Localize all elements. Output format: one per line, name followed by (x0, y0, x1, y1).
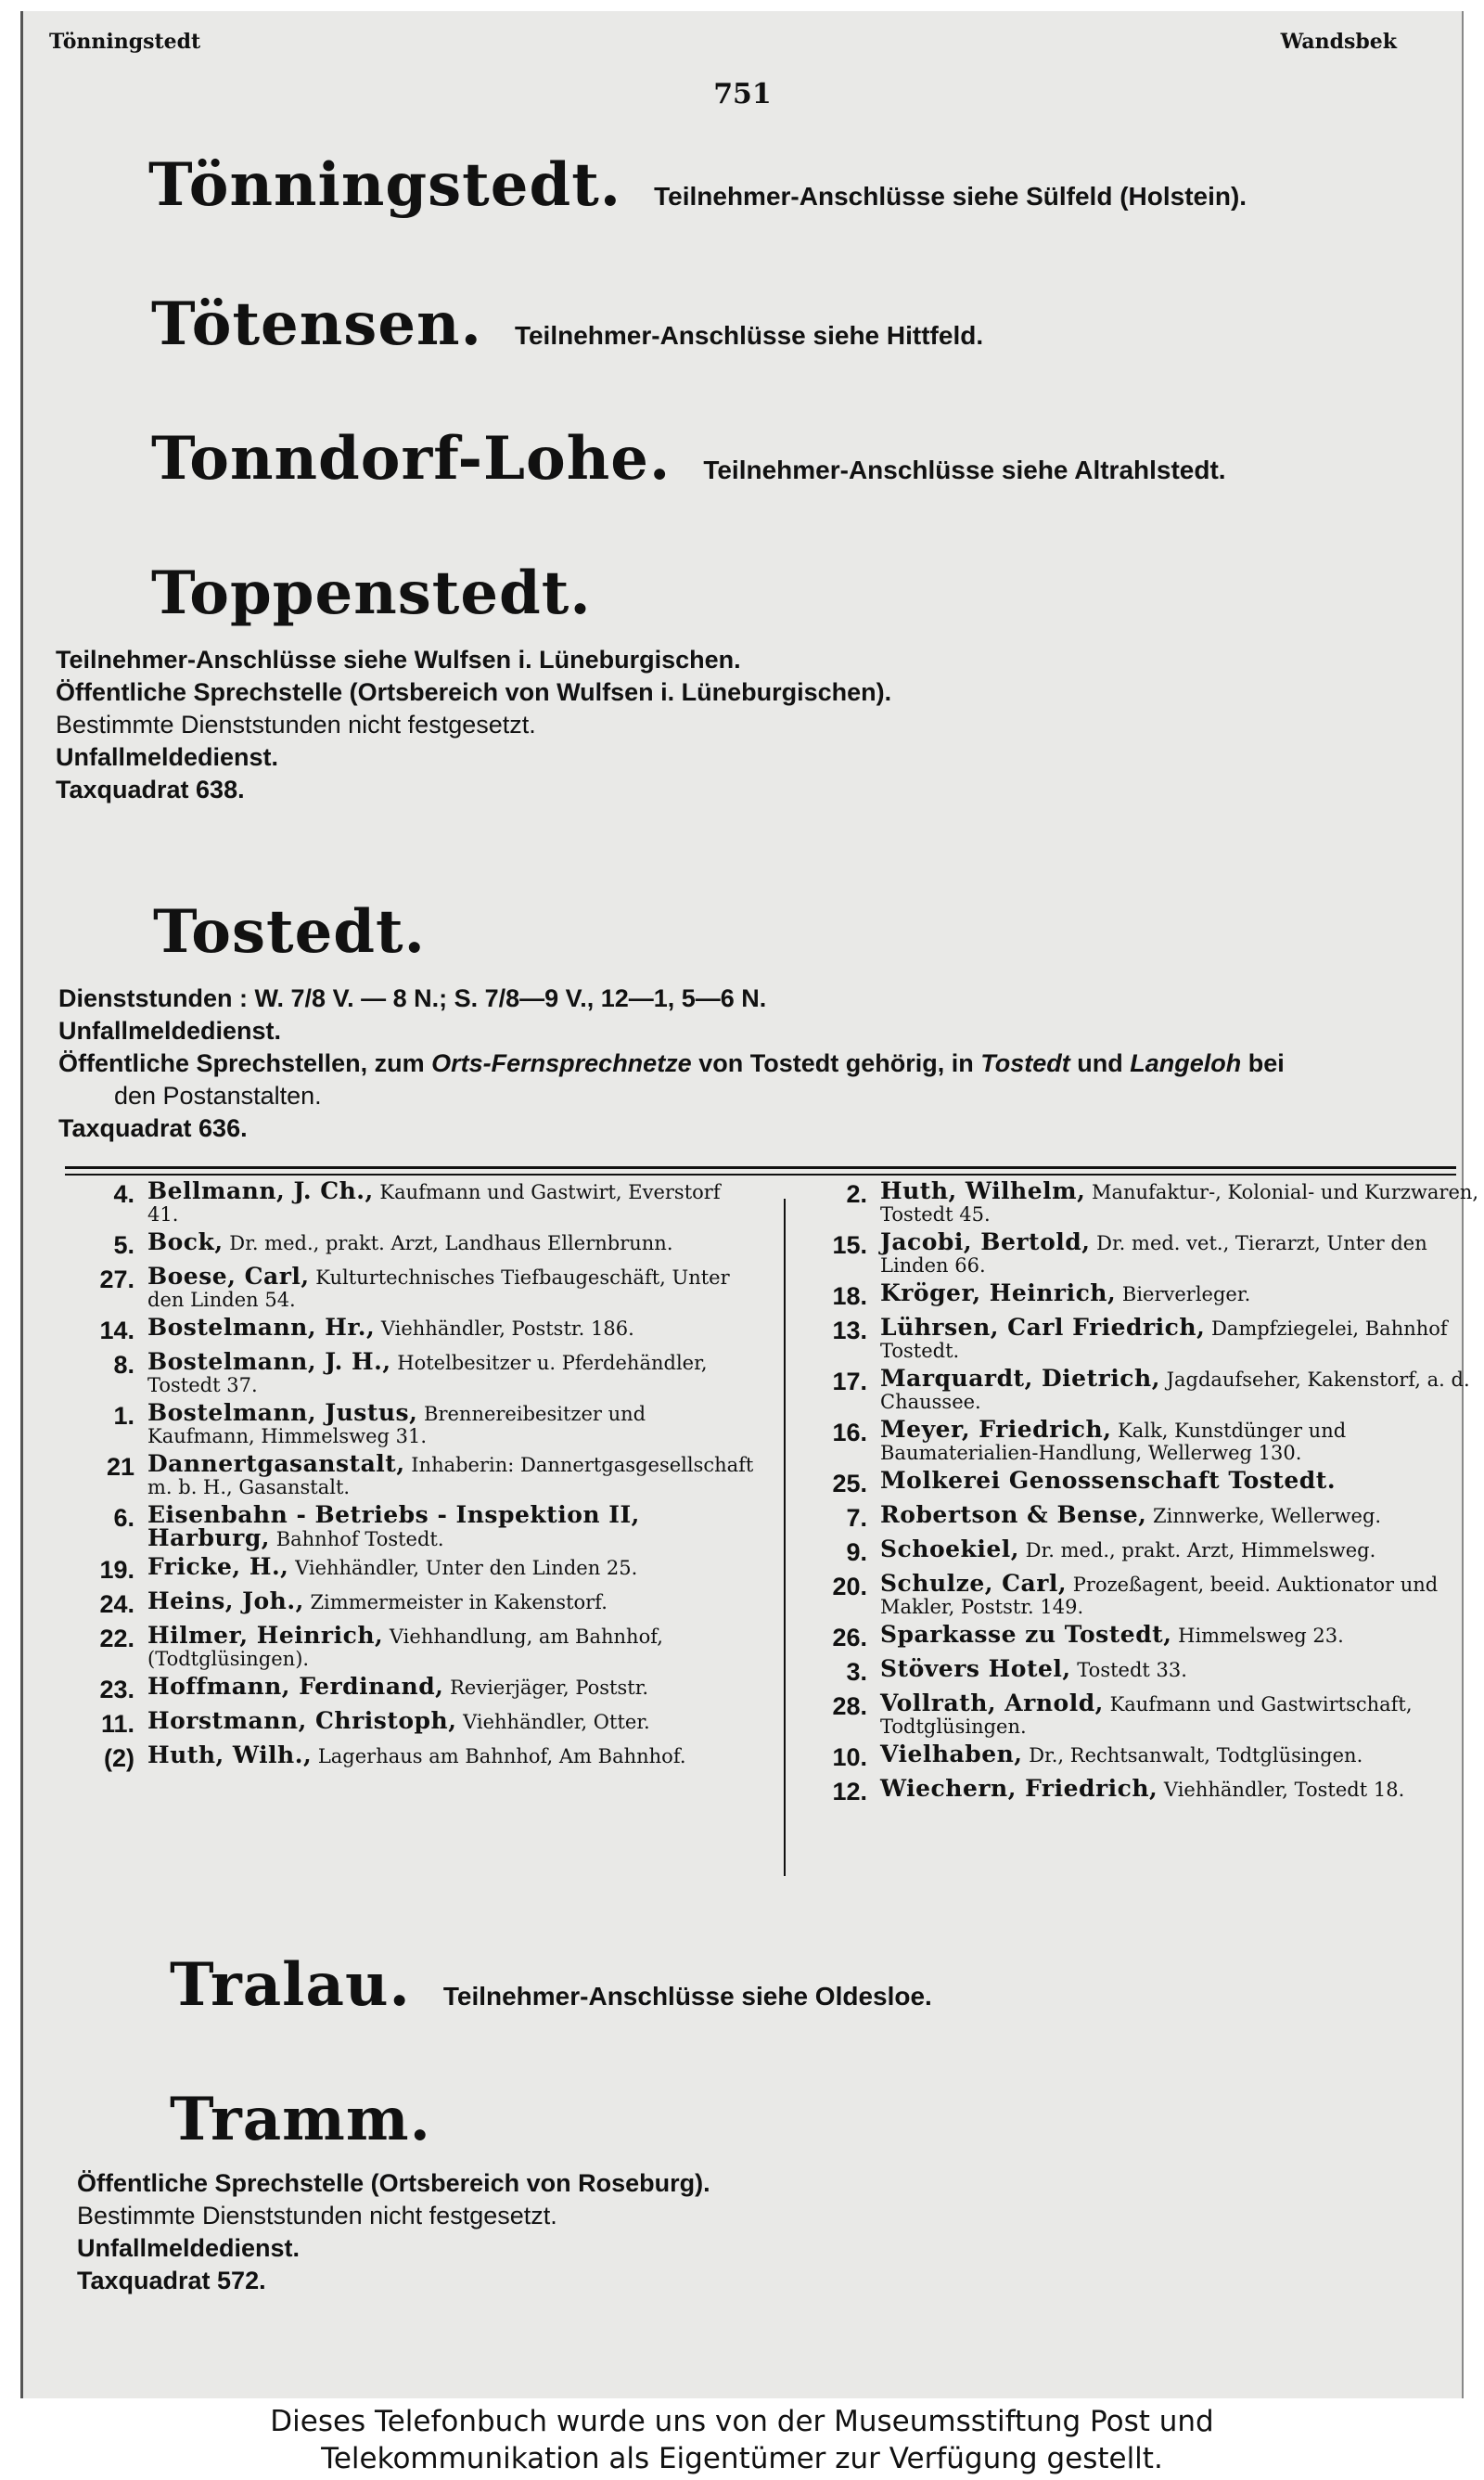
subscriber-description: Tostedt 33. (1077, 1659, 1187, 1681)
subscriber-number: 27. (99, 1266, 134, 1293)
detail-line: Bestimmte Dienststunden nicht festgesetzt. (56, 711, 536, 739)
subscriber-number: 2. (846, 1180, 867, 1208)
subscriber-name: Wiechern, Friedrich, (880, 1775, 1158, 1802)
subscriber-description: Hotelbesitzer u. Pferdehändler, Tostedt 37. (147, 1352, 708, 1396)
subscriber-number: 21 (106, 1453, 134, 1481)
subscriber-entry (798, 1655, 1484, 1687)
sprech-end: bei (1247, 1049, 1285, 1077)
detail-line: Bestimmte Dienststunden nicht festgesetzt. (77, 2202, 557, 2229)
subscriber-number: 14. (99, 1317, 134, 1344)
subscriber-name: Robertson & Bense, (880, 1501, 1147, 1528)
tostedt-details (23, 981, 1484, 1147)
taxquadrat-line: Taxquadrat 636. (58, 1114, 248, 1142)
subscriber-name: Bock, (147, 1228, 224, 1255)
double-rule-top (65, 1166, 1456, 1169)
subscriber-description: Dr., Rechtsanwalt, Todtglüsingen. (1029, 1744, 1363, 1767)
subscriber-name: Fricke, H., (147, 1553, 289, 1580)
subscriber-entry (798, 1743, 1484, 1772)
subscriber-name: Bostelmann, Justus, (147, 1399, 418, 1426)
subscriber-name: Heins, Joh., (147, 1587, 304, 1614)
subscriber-name: Horstmann, Christoph, (147, 1707, 457, 1734)
toppenstedt-details (23, 642, 1484, 808)
subscriber-description: Viehhändler, Otter. (463, 1711, 650, 1733)
subscriber-entry (798, 1228, 1484, 1277)
place-name: Tötensen. (151, 289, 482, 359)
subscriber-description: Viehhändler, Tostedt 18. (1163, 1779, 1405, 1801)
subscriber-entry (65, 1399, 756, 1447)
subscriber-description: Kaufmann und Gastwirtschaft, Todtglüsingen. (880, 1693, 1413, 1738)
section-tramm (23, 2085, 1484, 2154)
running-head-left: Tönningstedt (49, 30, 201, 54)
subscriber-number: 13. (832, 1317, 867, 1344)
section-tralau (23, 1950, 1484, 2020)
detail-line: Unfallmeldedienst. (77, 2234, 301, 2262)
sprech-rest: von Tostedt gehörig, in (698, 1049, 974, 1077)
subscriber-number: 23. (99, 1676, 134, 1703)
sprech-net: Orts-Fernsprechnetze (431, 1049, 692, 1077)
sprech-and: und (1077, 1049, 1123, 1077)
detail-line: Taxquadrat 638. (56, 776, 245, 803)
dienst-value: W. 7/8 V. — 8 N.; S. 7/8—9 V., 12—1, 5—6 N. (254, 984, 767, 1012)
subscriber-name: Boese, Carl, (147, 1263, 310, 1290)
subscriber-number: 25. (832, 1470, 867, 1497)
subscriber-entry (65, 1177, 756, 1226)
subscriber-number: 3. (846, 1658, 867, 1686)
attribution-footer (0, 2403, 1484, 2480)
subscriber-number: 20. (832, 1573, 867, 1600)
subscriber-description: Lagerhaus am Bahnhof, Am Bahnhof. (317, 1745, 686, 1767)
subscriber-description: Bierverleger. (1121, 1283, 1251, 1305)
place-name: Tostedt. (153, 897, 426, 967)
subscriber-number: 8. (113, 1351, 134, 1379)
place-name: Tonndorf-Lohe. (151, 424, 672, 494)
subscriber-number: 16. (832, 1419, 867, 1446)
place-name: Toppenstedt. (151, 559, 592, 628)
subscriber-description: Manufaktur-, Kolonial- und Kurzwaren, Tostedt 45. (880, 1181, 1479, 1226)
subscriber-name: Sparkasse zu Tostedt, (880, 1621, 1172, 1648)
subscriber-entry (798, 1279, 1484, 1311)
subscriber-number: 4. (113, 1180, 134, 1208)
subscriber-description: Kulturtechnisches Tiefbaugeschäft, Unter den Linden 54. (147, 1266, 730, 1311)
subscriber-description: Zimmermeister in Kakenstorf. (310, 1591, 608, 1613)
subscriber-name: Huth, Wilh., (147, 1741, 313, 1768)
subscriber-description: Dampfziegelei, Bahnhof Tostedt. (880, 1317, 1448, 1362)
subscriber-columns (65, 1177, 1479, 1876)
place-name: Tralau. (170, 1950, 411, 2020)
subscriber-number: 1. (113, 1402, 134, 1430)
subscriber-number: (2) (104, 1744, 134, 1772)
subscriber-number: 17. (832, 1368, 867, 1395)
subscriber-name: Jacobi, Bertold, (880, 1228, 1091, 1255)
subscriber-description: Brennereibesitzer und Kaufmann, Himmelsweg 31. (147, 1403, 646, 1447)
subscriber-name: Molkerei Genossenschaft Tostedt. (880, 1467, 1337, 1494)
detail-line: Unfallmeldedienst. (56, 743, 279, 771)
subscriber-entry (65, 1314, 756, 1345)
subscriber-entry (65, 1741, 756, 1773)
sprech-place-2: Langeloh (1130, 1049, 1242, 1077)
subscriber-description: Bahnhof Tostedt. (275, 1528, 444, 1550)
subscriber-entry (65, 1707, 756, 1739)
subscriber-description: Inhaberin: Dannertgasgesellschaft m. b. H., Gasanstalt. (147, 1454, 754, 1498)
subscriber-number: 10. (832, 1743, 867, 1771)
subscriber-name: Eisenbahn - Betriebs - Inspektion II, Harburg, (147, 1501, 640, 1551)
subscriber-entry (798, 1177, 1484, 1226)
subscriber-number: 19. (99, 1556, 134, 1584)
place-name: Tönningstedt. (148, 150, 622, 220)
sprech-mid: zum (374, 1049, 425, 1077)
double-rule-bottom (65, 1174, 1456, 1176)
subscriber-name: Stövers Hotel, (880, 1655, 1071, 1682)
subscriber-entry (65, 1450, 756, 1498)
subscriber-name: Schoekiel, (880, 1536, 1019, 1562)
subscriber-description: Viehhändler, Poststr. 186. (380, 1317, 634, 1340)
subscriber-entry (798, 1621, 1484, 1652)
column-divider (784, 1199, 786, 1876)
subscriber-entry (798, 1692, 1484, 1738)
detail-line: Teilnehmer-Anschlüsse siehe Wulfsen i. Lüneburgischen. (56, 646, 741, 674)
directory-page (20, 11, 1479, 2398)
subscriber-description: Jagdaufseher, Kakenstorf, a. d. Chaussee. (880, 1368, 1470, 1413)
subscriber-description: Dr. med. vet., Tierarzt, Unter den Linden 66. (880, 1232, 1427, 1277)
subscriber-entry (798, 1501, 1484, 1533)
subscriber-number: 28. (832, 1692, 867, 1720)
page-number: 751 (713, 78, 772, 110)
subscriber-entry (798, 1314, 1484, 1362)
subscriber-entry (65, 1587, 756, 1619)
subscriber-number: 9. (846, 1538, 867, 1566)
subscriber-entry (65, 1228, 756, 1260)
unfall-line: Unfallmeldedienst. (58, 1017, 282, 1045)
subscriber-name: Vielhaben, (880, 1741, 1023, 1767)
subscriber-entry (798, 1775, 1484, 1806)
subscriber-entry (65, 1673, 756, 1704)
footer-line-1: Dieses Telefonbuch wurde uns von der Museumsstiftung Post und (270, 2405, 1214, 2438)
running-head-right: Wandsbek (1280, 30, 1397, 54)
subscriber-number: 11. (100, 1710, 134, 1738)
subscriber-description: Kaufmann und Gastwirt, Everstorf 41. (147, 1181, 721, 1226)
section-toppenstedt (23, 559, 1484, 628)
subscriber-name: Marquardt, Dietrich, (880, 1365, 1160, 1392)
section-toenningstedt (23, 150, 1484, 220)
subscriber-name: Dannertgasanstalt, (147, 1450, 405, 1477)
section-tostedt (23, 897, 1484, 967)
subscriber-description: Viehhandlung, am Bahnhof, (Todtglüsingen). (147, 1625, 663, 1670)
detail-line: Öffentliche Sprechstelle (Ortsbereich von Roseburg). (77, 2169, 710, 2197)
subscriber-entry (65, 1622, 756, 1670)
place-note: Teilnehmer-Anschlüsse siehe Sülfeld (Holstein). (654, 182, 1247, 211)
sprech-label: Öffentliche Sprechstellen, (58, 1049, 368, 1077)
subscriber-entry (65, 1501, 756, 1551)
subscriber-column-right (798, 1177, 1484, 1812)
subscriber-number: 24. (99, 1590, 134, 1618)
subscriber-name: Kröger, Heinrich, (880, 1279, 1117, 1306)
subscriber-number: 12. (832, 1778, 867, 1805)
section-tonndorf-lohe (23, 424, 1484, 494)
subscriber-entry (798, 1365, 1484, 1413)
subscriber-description: Kalk, Kunstdünger und Baumaterialien-Handlung, Wellerweg 130. (880, 1420, 1347, 1464)
subscriber-entry (798, 1467, 1484, 1498)
subscriber-entry (798, 1570, 1484, 1618)
subscriber-name: Huth, Wilhelm, (880, 1177, 1086, 1204)
subscriber-name: Bostelmann, Hr., (147, 1314, 376, 1341)
detail-line: Taxquadrat 572. (77, 2267, 266, 2294)
subscriber-description: Revierjäger, Poststr. (450, 1677, 649, 1699)
subscriber-entry (798, 1538, 1484, 1567)
subscriber-name: Lührsen, Carl Friedrich, (880, 1314, 1206, 1341)
subscriber-name: Schulze, Carl, (880, 1570, 1068, 1597)
subscriber-description: Dr. med., prakt. Arzt, Landhaus Ellernbrunn. (229, 1232, 673, 1254)
footer-line-2: Telekommunikation als Eigentümer zur Verfügung gestellt. (321, 2442, 1163, 2475)
subscriber-entry (65, 1263, 756, 1311)
place-note: Teilnehmer-Anschlüsse siehe Hittfeld. (514, 321, 984, 350)
section-toetensen (23, 289, 1484, 359)
subscriber-name: Meyer, Friedrich, (880, 1416, 1112, 1443)
subscriber-description: Dr. med., prakt. Arzt, Himmelsweg. (1025, 1539, 1376, 1561)
subscriber-number: 26. (832, 1624, 867, 1651)
subscriber-description: Prozeßagent, beeid. Auktionator und Makler, Poststr. 149. (880, 1574, 1439, 1618)
sprech-continuation: den Postanstalten. (114, 1082, 322, 1110)
subscriber-name: Hilmer, Heinrich, (147, 1622, 384, 1649)
subscriber-number: 22. (99, 1625, 134, 1652)
subscriber-number: 6. (113, 1504, 134, 1532)
subscriber-entry (65, 1348, 756, 1396)
subscriber-name: Bostelmann, J. H., (147, 1348, 391, 1375)
subscriber-description: Zinnwerke, Wellerweg. (1153, 1505, 1382, 1527)
subscriber-number: 18. (832, 1282, 867, 1310)
subscriber-description: Viehhändler, Unter den Linden 25. (295, 1557, 638, 1579)
subscriber-name: Bellmann, J. Ch., (147, 1177, 374, 1204)
tramm-details (23, 2165, 1484, 2299)
subscriber-name: Hoffmann, Ferdinand, (147, 1673, 444, 1700)
subscriber-entry (798, 1416, 1484, 1464)
subscriber-column-left (65, 1177, 756, 1779)
detail-line: Öffentliche Sprechstelle (Ortsbereich von Wulfsen i. Lüneburgischen). (56, 678, 892, 706)
place-note: Teilnehmer-Anschlüsse siehe Oldesloe. (442, 1982, 932, 2011)
place-note: Teilnehmer-Anschlüsse siehe Altrahlstedt. (703, 456, 1226, 484)
sprech-place-1: Tostedt (980, 1049, 1070, 1077)
subscriber-number: 7. (846, 1504, 867, 1532)
subscriber-name: Vollrath, Arnold, (880, 1690, 1104, 1716)
subscriber-description: Himmelsweg 23. (1178, 1625, 1344, 1647)
dienst-label: Dienststunden : (58, 984, 249, 1012)
subscriber-number: 5. (113, 1231, 134, 1259)
subscriber-entry (65, 1553, 756, 1585)
place-name: Tramm. (170, 2085, 431, 2154)
subscriber-number: 15. (832, 1231, 867, 1259)
